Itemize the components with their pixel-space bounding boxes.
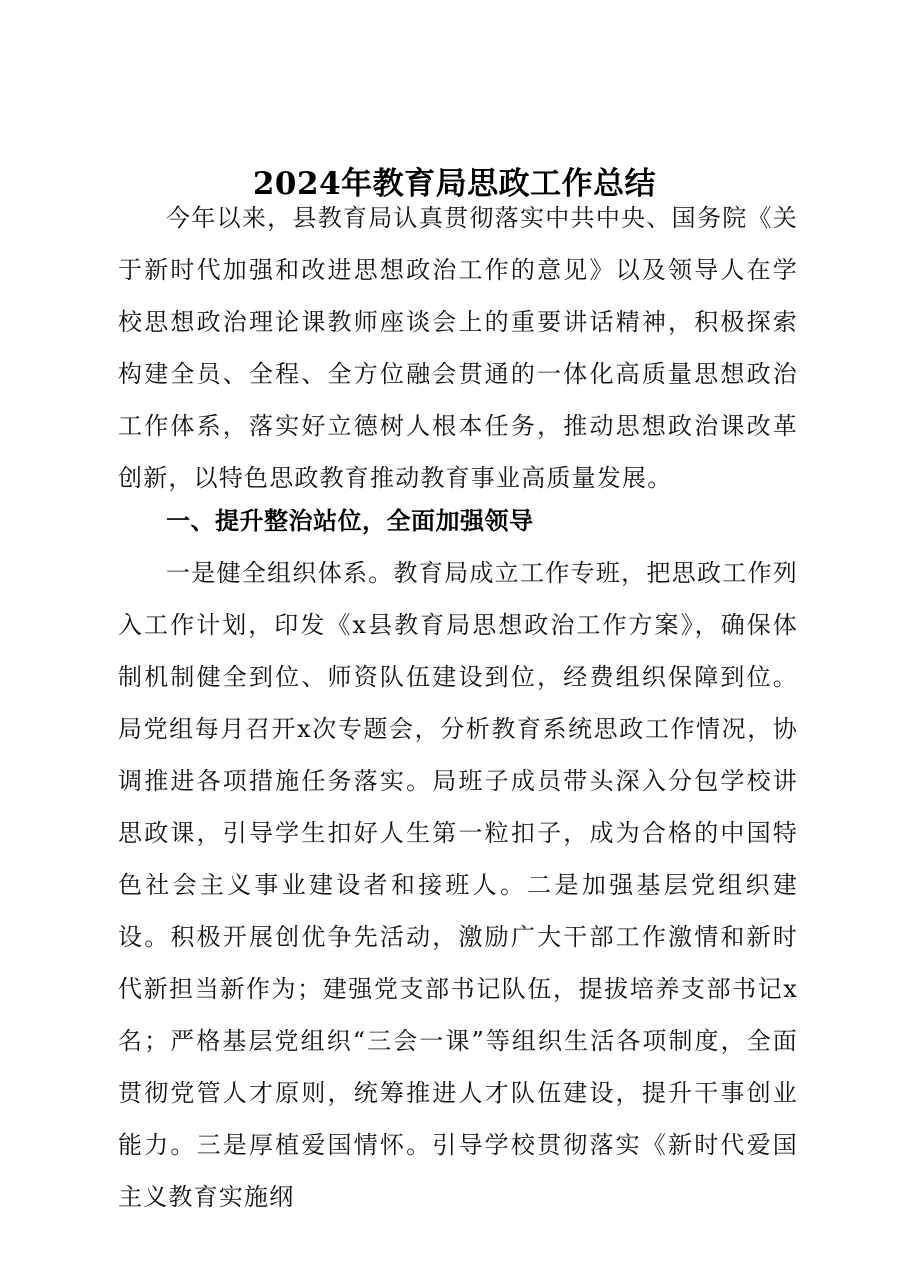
intro-paragraph: 今年以来，县教育局认真贯彻落实中共中央、国务院《关于新时代加强和改进思想政治工作的意见》以及领导人在学校思想政治理论课教师座谈会上的重要讲话精神，积极探索构建全员、全程、全方位融会贯通的一体化高质量思想政治工作体系，落实好立德树人根本任务，推动思想政治课改革创新，以特色思政教育推动教育事业高质量发展。: [118, 204, 798, 492]
document-title: 2024年教育局思政工作总结: [252, 166, 657, 202]
section-body-paragraph: 一是健全组织体系。教育局成立工作专班，把思政工作列入工作计划，印发《x县教育局思想政治工作方案》，确保体制机制健全到位、师资队伍建设到位，经费组织保障到位。局党组每月召开x次专题会，分析教育系统思政工作情况，协调推进各项措施任务落实。局班子成员带头深入分包学校讲思政课，引导学生扣好人生第一粒扣子，成为合格的中国特色社会主义事业建设者和接班人。二是加强基层党组织建设。积极开展创优争先活动，激励广大干部工作激情和新时代新担当新作为；建强党支部书记队伍，提拔培养支部书记x名；严格基层党组织“三会一课”等组织生活各项制度，全面贯彻党管人才原则，统筹推进人才队伍建设，提升干事创业能力。三是厚植爱国情怀。引导学校贯彻落实《新时代爱国主义教育实施纲: [118, 559, 798, 1211]
section-heading: 一、提升整治站位，全面加强领导: [166, 507, 534, 535]
